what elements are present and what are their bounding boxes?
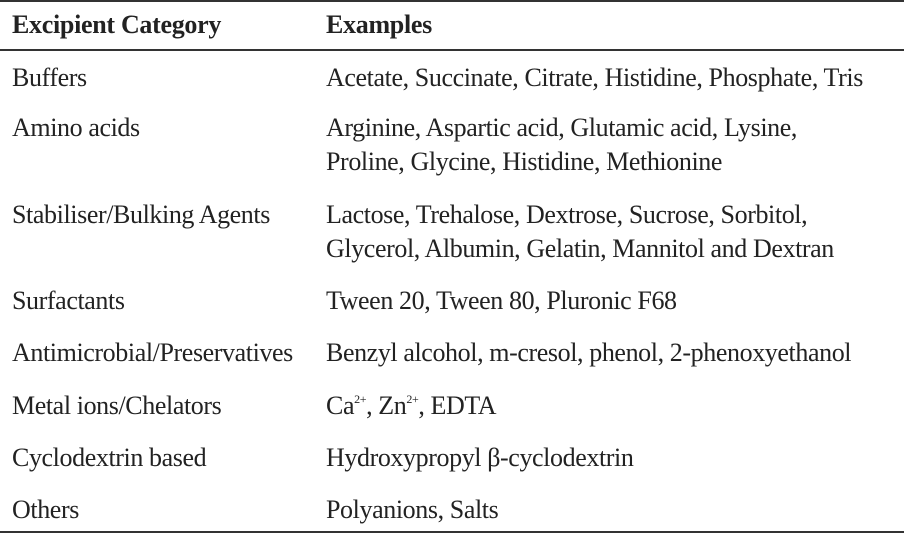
examples-cell [326,389,896,423]
category-cell: Stabiliser/Bulking Agents [12,200,270,229]
examples-line: Hydroxypropyl β-cyclodextrin [326,443,634,472]
examples-cell [326,441,896,475]
examples-cell [326,284,896,318]
header-examples: Examples [326,10,432,39]
category-cell: Antimicrobial/Preservatives [12,338,293,367]
examples-line: Proline, Glycine, Histidine, Methionine [326,147,723,176]
examples-cell [326,111,896,179]
header-category: Excipient Category [12,10,222,39]
category-cell: Others [12,495,79,524]
charge-superscript: 2+ [406,392,419,406]
examples-line: Lactose, Trehalose, Dextrose, Sucrose, Sorbitol, [326,200,808,229]
examples-text: , Zn [366,391,407,420]
examples-cell [326,198,896,266]
examples-text: , EDTA [418,391,497,420]
examples-line: Tween 20, Tween 80, Pluronic F68 [326,286,677,315]
category-cell: Surfactants [12,286,125,315]
examples-cell [326,493,896,527]
examples-cell [326,61,896,95]
examples-line: Polyanions, Salts [326,495,499,524]
examples-line: Benzyl alcohol, m-cresol, phenol, 2-phenoxyethanol [326,338,852,367]
examples-text: Ca [326,391,355,420]
examples-line: Acetate, Succinate, Citrate, Histidine, Phosphate, Tris [326,63,863,92]
examples-line: Arginine, Aspartic acid, Glutamic acid, Lysine, [326,113,797,142]
category-cell: Buffers [12,63,87,92]
examples-line: Glycerol, Albumin, Gelatin, Mannitol and Dextran [326,234,834,263]
table-bottom-rule [0,531,904,533]
table-header-rule [0,49,904,51]
examples-cell [326,336,896,370]
category-cell: Metal ions/Chelators [12,391,222,420]
category-cell: Amino acids [12,113,140,142]
charge-superscript: 2+ [354,392,367,406]
table-header-row [0,0,904,50]
category-cell: Cyclodextrin based [12,443,207,472]
